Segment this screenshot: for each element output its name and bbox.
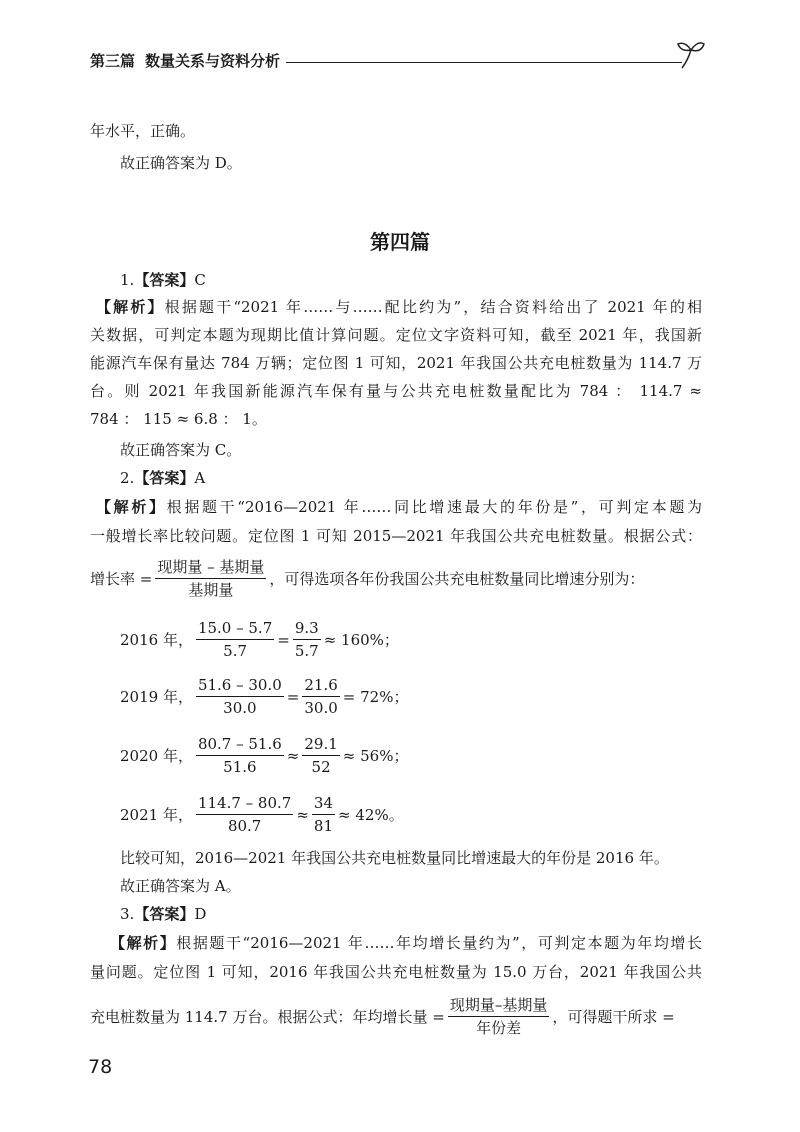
- calc-2019-frac-2: [302, 675, 339, 718]
- calc-2021-frac-2: [312, 793, 335, 836]
- q1-answer-label: 【答案】: [134, 271, 195, 289]
- calc-2016-den-2: 5.7: [294, 642, 319, 660]
- calc-2020-result: ≈ 56%；: [342, 747, 409, 765]
- avg-growth-numerator: 现期量–基期量: [448, 995, 550, 1017]
- q1-analysis-line-2: 关数据，可判定本题为现期比值计算问题。定位文字资料可知，截至 2021 年，我国新: [90, 326, 702, 344]
- q1-analysis-line-5: 784 ： 115 ≈ 6.8 ： 1。: [90, 410, 267, 428]
- growth-rate-formula: [90, 557, 644, 600]
- growth-rate-rest: ，可得选项各年份我国公共充电桩数量同比增速分别为：: [269, 570, 645, 588]
- calc-2019-num-1: 51.6 – 30.0: [196, 675, 284, 697]
- growth-rate-numerator: 现期量 – 基期量: [155, 557, 266, 579]
- calc-2019-label: 2019 年，: [120, 688, 193, 706]
- calc-2020-num-2: 29.1: [302, 734, 339, 756]
- intro-line-1: 年水平，正确。: [90, 122, 196, 140]
- calc-2021-result: ≈ 42%。: [338, 806, 404, 824]
- calc-2021-frac-1: [196, 793, 293, 836]
- q1-analysis-text-1: 根据题干“2021 年……与……配比约为”，结合资料给出了 2021 年的相: [164, 298, 702, 316]
- calc-2019-den-1: 30.0: [223, 699, 257, 717]
- q1-conclusion: 故正确答案为 C。: [120, 441, 242, 459]
- q3-answer-line: [120, 904, 206, 924]
- q3-analysis-line-1: [110, 933, 702, 953]
- q2-analysis-label: 【解析】: [96, 498, 167, 516]
- page-number: 78: [88, 1056, 113, 1078]
- q1-analysis-line-1: [96, 297, 702, 317]
- growth-rate-lhs: 增长率 =: [90, 570, 153, 588]
- q3-answer-label: 【答案】: [134, 905, 195, 923]
- q2-answer-line: [120, 468, 205, 488]
- calc-2020-frac-1: [196, 734, 284, 777]
- calc-2021-den-2: 81: [313, 817, 334, 835]
- header-rule: [286, 62, 682, 63]
- calc-2019-num-2: 21.6: [302, 675, 339, 697]
- calc-2016-op: =: [277, 630, 290, 649]
- q3-number: 3.: [120, 905, 135, 923]
- calc-2020-label: 2020 年，: [120, 747, 193, 765]
- calc-2020-num-1: 80.7 – 51.6: [196, 734, 284, 756]
- q3-analysis-text-1: 根据题干“2016—2021 年……年均增长量约为”，可判定本题为年均增长: [176, 934, 702, 952]
- q1-answer-line: [120, 270, 206, 290]
- calc-2020: [120, 734, 408, 777]
- calc-2021-num-1: 114.7 – 80.7: [196, 793, 293, 815]
- q3-answer: D: [194, 905, 207, 923]
- header-part: 第三篇: [90, 52, 136, 70]
- calc-2016: [120, 618, 399, 661]
- intro-line-2: 故正确答案为 D。: [120, 154, 242, 172]
- avg-growth-formula: [90, 995, 675, 1038]
- avg-growth-fraction: [448, 995, 550, 1038]
- q1-analysis-line-4: 台。则 2021 年我国新能源汽车保有量与公共充电桩数量配比为 784 ： 114.7 ≈: [90, 382, 702, 400]
- calc-2016-result: ≈ 160%；: [323, 631, 399, 649]
- calc-2020-den-2: 52: [311, 758, 331, 776]
- q2-answer: A: [194, 469, 206, 487]
- sprout-icon: [676, 38, 706, 72]
- calc-2016-num-2: 9.3: [293, 618, 321, 640]
- calc-2021-num-2: 34: [312, 793, 335, 815]
- q1-answer: C: [194, 271, 206, 289]
- calc-2016-label: 2016 年，: [120, 631, 193, 649]
- calc-2020-den-1: 51.6: [223, 758, 257, 776]
- q2-analysis-line-1: [96, 497, 702, 517]
- calc-2021-op: ≈: [296, 805, 309, 824]
- q2-analysis-line-2: 一般增长率比较问题。定位图 1 可知 2015—2021 年我国公共充电桩数量。根据公式：: [90, 527, 702, 545]
- q2-answer-label: 【答案】: [134, 469, 195, 487]
- q1-analysis-line-3: 能源汽车保有量达 784 万辆；定位图 1 可知，2021 年我国公共充电桩数量为 114.7 万: [90, 354, 702, 372]
- calc-2016-frac-2: [293, 618, 321, 661]
- q2-number: 2.: [120, 469, 135, 487]
- calc-2021: [120, 793, 404, 836]
- running-header: [90, 38, 710, 74]
- calc-2020-frac-2: [302, 734, 339, 777]
- avg-growth-prefix: 充电桩数量为 114.7 万台。根据公式：年均增长量 =: [90, 1008, 445, 1026]
- calc-2019-op: =: [286, 687, 300, 706]
- section-title: 第四篇: [370, 230, 430, 254]
- avg-growth-denominator: 年份差: [476, 1019, 522, 1037]
- q2-conclusion: 故正确答案为 A。: [120, 877, 241, 895]
- q1-analysis-label: 【解析】: [96, 298, 165, 316]
- q3-analysis-line-2: 量问题。定位图 1 可知，2016 年我国公共充电桩数量为 15.0 万台，2021 年我国公共: [90, 963, 702, 981]
- calc-2016-den-1: 5.7: [223, 642, 248, 660]
- calc-2021-den-1: 80.7: [227, 817, 262, 835]
- avg-growth-rest: ，可得题干所求 =: [552, 1008, 675, 1026]
- q1-number: 1.: [120, 271, 135, 289]
- q3-analysis-label: 【解析】: [110, 934, 177, 952]
- growth-rate-denominator: 基期量: [188, 581, 234, 599]
- calc-2016-num-1: 15.0 – 5.7: [196, 618, 274, 640]
- header-title: 数量关系与资料分析: [145, 52, 281, 70]
- calc-2020-op: ≈: [286, 746, 300, 765]
- calc-2016-frac-1: [196, 618, 274, 661]
- calc-2021-label: 2021 年，: [120, 806, 193, 824]
- calc-2019-den-2: 30.0: [304, 699, 338, 717]
- calc-2019: [120, 675, 408, 718]
- calc-2019-result: = 72%；: [342, 688, 409, 706]
- growth-rate-fraction: [155, 557, 266, 600]
- q2-compare: 比较可知，2016—2021 年我国公共充电桩数量同比增速最大的年份是 2016 年。: [120, 849, 669, 867]
- calc-2019-frac-1: [196, 675, 284, 718]
- q2-analysis-text-1: 根据题干“2016—2021 年……同比增速最大的年份是”，可判定本题为: [166, 498, 702, 516]
- header-text: [90, 50, 280, 71]
